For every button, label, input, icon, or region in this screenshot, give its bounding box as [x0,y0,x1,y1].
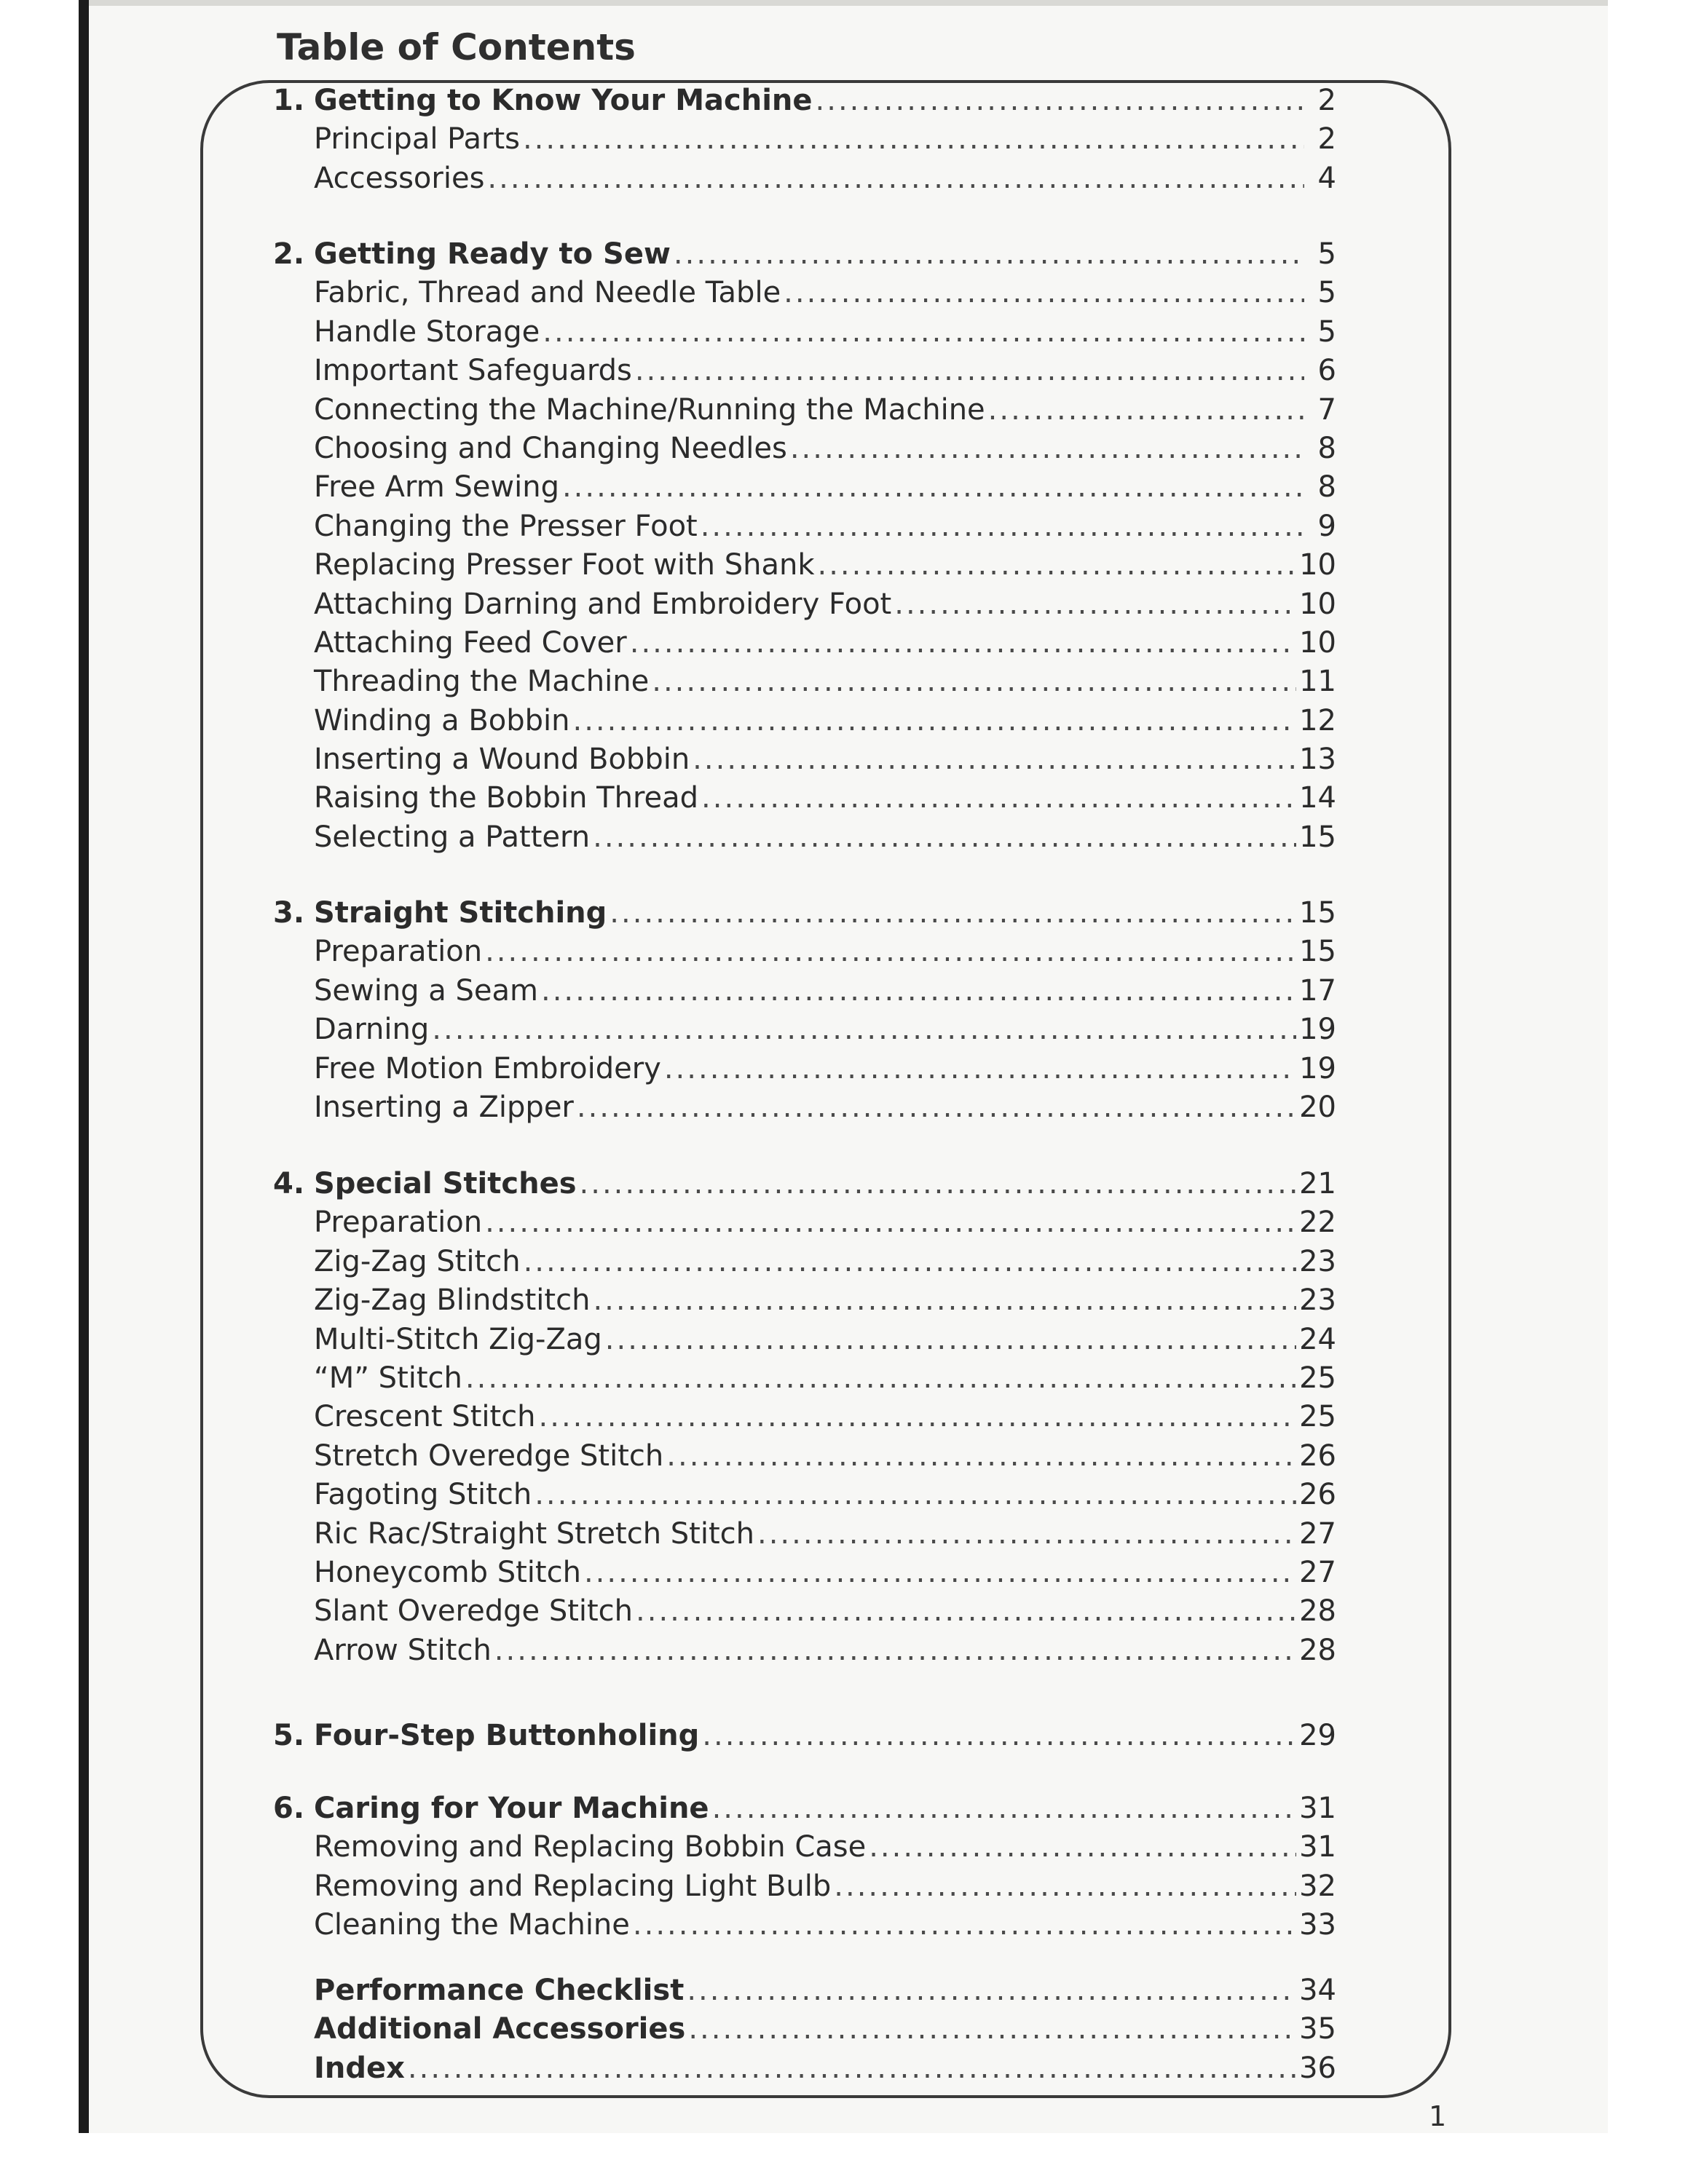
entry-title: Preparation [314,1206,483,1240]
dot-leader [757,1515,1296,1554]
entry-page-number: 36 [1299,2051,1336,2085]
dot-leader [635,352,1304,390]
entry-title: Multi-Stitch Zig-Zag [314,1322,602,1356]
toc-entry[interactable] [273,313,1336,352]
entry-page-number: 13 [1299,743,1336,777]
toc-entry[interactable] [273,546,1336,585]
dot-leader [701,779,1296,818]
toc-entry[interactable] [273,1476,1336,1514]
toc-entry[interactable] [273,624,1336,662]
dot-leader [633,1906,1296,1944]
entry-title: Free Motion Embroidery [314,1051,661,1085]
section-number: 3. [273,896,305,930]
toc-entry[interactable] [273,662,1336,701]
toc-entry[interactable] [273,1359,1336,1398]
entry-page-number: 2 [1317,84,1336,117]
entry-title: Crescent Stitch [314,1400,536,1434]
dot-leader [636,1592,1296,1631]
extra-entry[interactable] [273,2010,1336,2049]
entry-page-number: 8 [1317,470,1336,505]
entry-page-number: 24 [1299,1322,1336,1356]
entry-page-number: 28 [1299,1633,1336,1667]
dot-leader [593,1281,1296,1320]
entry-title: Honeycomb Stitch [314,1555,581,1589]
toc-entry[interactable] [273,430,1336,468]
dot-leader [487,159,1304,198]
dot-leader [674,235,1304,274]
toc-entry[interactable] [273,391,1336,430]
entry-title: Cleaning the Machine [314,1908,630,1942]
entry-page-number: 23 [1299,1283,1336,1318]
entry-page-number: 9 [1317,509,1336,543]
entry-page-number: 5 [1317,314,1336,349]
entry-page-number: 20 [1299,1090,1336,1124]
entry-page-number: 21 [1299,1167,1336,1200]
toc-entry[interactable] [273,1010,1336,1049]
section-heading[interactable] [273,1789,1336,1828]
entry-page-number: 19 [1299,1013,1336,1047]
entry-title: Getting Ready to Sew [314,237,671,271]
toc-section [273,1165,1336,1670]
entry-page-number: 25 [1299,1400,1336,1434]
entry-title: Straight Stitching [314,896,607,930]
entry-page-number: 10 [1299,587,1336,621]
toc-entry[interactable] [273,1437,1336,1476]
dot-leader [523,120,1304,159]
dot-leader [524,1243,1297,1281]
entry-title: Slant Overedge Stitch [314,1594,634,1629]
section-number: 1. [273,84,305,117]
toc-entry[interactable] [273,1050,1336,1088]
entry-title: Four-Step Buttonholing [314,1719,700,1752]
entry-page-number: 5 [1317,276,1336,310]
dot-leader [539,1398,1297,1436]
dot-leader [572,702,1296,740]
toc-entry[interactable] [273,120,1336,159]
entry-title: Inserting a Wound Bobbin [314,743,690,777]
dot-leader [543,313,1304,352]
toc-entry[interactable] [273,1281,1336,1320]
toc-entry[interactable] [273,1515,1336,1554]
entry-title: Free Arm Sewing [314,470,559,505]
section-heading[interactable] [273,235,1336,274]
toc-section [273,1717,1336,1755]
entry-page-number: 23 [1299,1244,1336,1278]
entry-title: Replacing Presser Foot with Shank [314,548,815,582]
entry-title: Fagoting Stitch [314,1478,532,1512]
toc-entry[interactable] [273,1828,1336,1867]
toc-entry[interactable] [273,1203,1336,1242]
entry-title: Removing and Replacing Light Bulb [314,1869,832,1903]
toc-entry[interactable] [273,1088,1336,1127]
entry-title: Caring for Your Machine [314,1792,709,1825]
entry-page-number: 10 [1299,625,1336,660]
toc-entry[interactable] [273,352,1336,390]
entry-title: Zig-Zag Blindstitch [314,1283,591,1318]
entry-title: Darning [314,1013,430,1047]
entry-page-number: 17 [1299,973,1336,1008]
dot-leader [465,1359,1296,1398]
section-heading[interactable] [273,894,1336,933]
entry-title: Connecting the Machine/Running the Machine [314,392,985,427]
entry-page-number: 34 [1299,1974,1336,2007]
toc-entry[interactable] [273,507,1336,546]
entry-page-number: 22 [1299,1206,1336,1240]
section-heading[interactable] [273,1717,1336,1755]
toc-section [273,235,1336,857]
entry-title: Principal Parts [314,122,520,157]
entry-title: Special Stitches [314,1167,577,1200]
entry-title: Accessories [314,161,485,195]
entry-page-number: 27 [1299,1555,1336,1589]
entry-title: Handle Storage [314,314,540,349]
dot-leader [408,2049,1296,2088]
entry-title: Removing and Replacing Bobbin Case [314,1830,867,1864]
entry-page-number: 32 [1299,1869,1336,1903]
dot-leader [541,972,1296,1010]
extra-entry[interactable] [273,1971,1336,2010]
toc-entry[interactable] [273,779,1336,818]
toc-entry[interactable] [273,274,1336,312]
toc-entry[interactable] [273,468,1336,507]
entry-page-number: 15 [1299,935,1336,969]
dot-leader [584,1554,1296,1592]
dot-leader [784,274,1304,312]
entry-page-number: 28 [1299,1594,1336,1629]
toc-section [273,1789,1336,1945]
dot-leader [666,1437,1296,1476]
dot-leader [790,430,1304,468]
entry-page-number: 7 [1317,392,1336,427]
dot-leader [818,546,1297,585]
dot-leader [485,1203,1296,1242]
entry-page-number: 27 [1299,1516,1336,1551]
toc-entry[interactable] [273,159,1336,198]
dot-leader [432,1010,1296,1049]
entry-title: Changing the Presser Foot [314,509,698,543]
entry-page-number: 19 [1299,1051,1336,1085]
dot-leader [630,624,1296,662]
entry-title: “M” Stitch [314,1361,462,1395]
dot-leader [702,1717,1296,1755]
entry-title: Attaching Feed Cover [314,625,627,660]
entry-title: Performance Checklist [314,1974,685,2007]
section-number: 6. [273,1792,305,1825]
toc-extras [273,1971,1336,2088]
entry-page-number: 26 [1299,1478,1336,1512]
dot-leader [988,391,1304,430]
entry-title: Additional Accessories [314,2012,686,2046]
dot-leader [562,468,1304,507]
toc-entry[interactable] [273,1906,1336,1944]
dot-leader [580,1165,1297,1203]
toc-entry[interactable] [273,1554,1336,1592]
dot-leader [869,1828,1296,1867]
toc-entry[interactable] [273,1867,1336,1906]
page-title: Table of Contents [277,26,636,68]
section-number: 4. [273,1167,305,1200]
entry-title: Arrow Stitch [314,1633,492,1667]
dot-leader [494,1631,1296,1670]
dot-leader [701,507,1304,546]
entry-title: Ric Rac/Straight Stretch Stitch [314,1516,754,1551]
entry-page-number: 5 [1317,237,1336,271]
dot-leader [593,818,1296,857]
entry-page-number: 12 [1299,703,1336,737]
entry-title: Important Safeguards [314,354,632,388]
dot-leader [687,1971,1296,2010]
toc-entry[interactable] [273,1321,1336,1359]
entry-title: Zig-Zag Stitch [314,1244,521,1278]
dot-leader [693,740,1296,779]
entry-title: Stretch Overedge Stitch [314,1439,664,1473]
entry-title: Inserting a Zipper [314,1090,574,1124]
dot-leader [577,1088,1296,1127]
entry-page-number: 26 [1299,1439,1336,1473]
dot-leader [610,894,1296,933]
toc-section [273,894,1336,1127]
entry-title: Attaching Darning and Embroidery Foot [314,587,892,621]
entry-page-number: 6 [1317,354,1336,388]
entry-page-number: 25 [1299,1361,1336,1395]
toc-entry[interactable] [273,1631,1336,1670]
dot-leader [816,82,1304,120]
toc-entry[interactable] [273,818,1336,857]
entry-title: Choosing and Changing Needles [314,431,787,465]
entry-title: Selecting a Pattern [314,820,591,854]
toc-entry[interactable] [273,702,1336,740]
entry-page-number: 14 [1299,781,1336,815]
entry-title: Preparation [314,935,483,969]
section-heading[interactable] [273,1165,1336,1203]
entry-page-number: 2 [1317,122,1336,157]
entry-title: Fabric, Thread and Needle Table [314,276,781,310]
entry-page-number: 31 [1299,1792,1336,1825]
dot-leader [535,1476,1296,1514]
entry-page-number: 33 [1299,1908,1336,1942]
entry-page-number: 10 [1299,548,1336,582]
toc-entry[interactable] [273,972,1336,1010]
toc-entry[interactable] [273,1398,1336,1436]
page-number: 1 [1429,2100,1447,2132]
entry-page-number: 35 [1299,2012,1336,2046]
dot-leader [894,585,1296,624]
toc-entry[interactable] [273,1243,1336,1281]
toc-entry[interactable] [273,585,1336,624]
entry-page-number: 11 [1299,665,1336,699]
section-number: 5. [273,1719,305,1752]
entry-page-number: 8 [1317,431,1336,465]
entry-page-number: 15 [1299,820,1336,854]
entry-title: Sewing a Seam [314,973,538,1008]
dot-leader [688,2010,1296,2049]
entry-page-number: 31 [1299,1830,1336,1864]
toc-entry[interactable] [273,933,1336,971]
entry-title: Getting to Know Your Machine [314,84,813,117]
toc-entry[interactable] [273,740,1336,779]
dot-leader [652,662,1296,701]
entry-title: Index [314,2051,405,2085]
toc-entry[interactable] [273,1592,1336,1631]
entry-page-number: 4 [1317,161,1336,195]
entry-title: Winding a Bobbin [314,703,570,737]
dot-leader [834,1867,1296,1906]
toc-section [273,82,1336,198]
section-number: 2. [273,237,305,271]
dot-leader [664,1050,1296,1088]
dot-leader [712,1789,1297,1828]
extra-entry[interactable] [273,2049,1336,2088]
dot-leader [485,933,1296,971]
dot-leader [605,1321,1296,1359]
entry-title: Threading the Machine [314,665,650,699]
section-heading[interactable] [273,82,1336,120]
entry-title: Raising the Bobbin Thread [314,781,699,815]
entry-page-number: 15 [1299,896,1336,930]
entry-page-number: 29 [1299,1719,1336,1752]
